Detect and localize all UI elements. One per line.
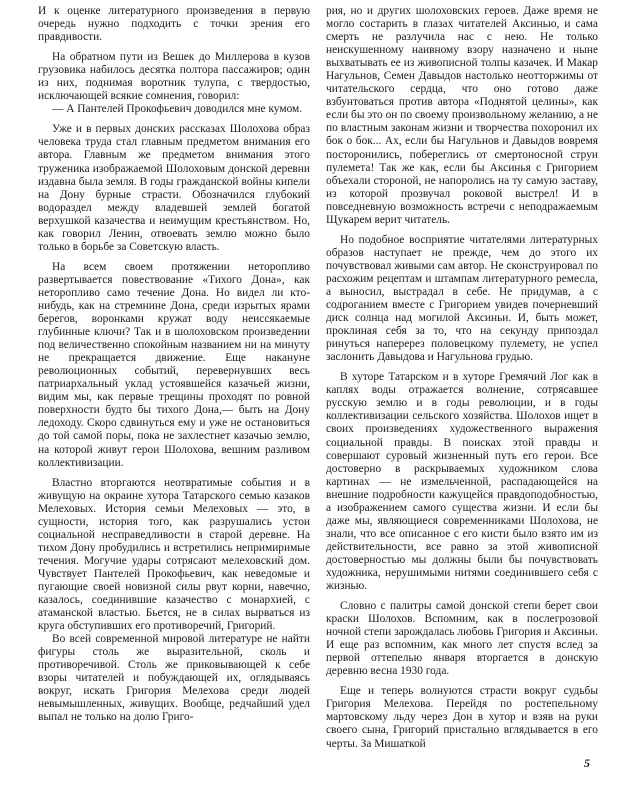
page-number: 5 — [584, 756, 590, 770]
right-text-column — [326, 5, 598, 765]
article-page — [38, 5, 598, 765]
paragraph: Словно с палитры самой донской степи берет свои краски Шолохов. Вспомним, как в послегрозовой ночной степи зарождалась любовь Григория и Аксиньи. И еще раз вспомним, как много лет спустя вслед за первой оттепелью января вторгается в донскую деревню весна 1930 года. — [326, 600, 598, 678]
paragraph: На всем своем протяжении неторопливо развертывается повествование «Тихого Дона», как неторопливо само течение Дона. Но видел ли кто-нибудь, как на стремнине Дона, среди изрытых ярами берегов, воронками кружат воду неиссякаемые глубинные ключи? Так и в шолоховском произведении под величественно спокойным названием ни на минуту не прекращается движение. Еще накануне революционных событий, перевернувших весь патриархальный уклад устоявшейся казачьей жизни, видим мы, как первые трещины проходят по ровной поверхности будто бы тихого Дона,— быть на Дону ледоходу. Скоро сдвинуться ему и уже не остановиться до той самой поры, пока не захлестнет казачью землю, на которой живут герои Шолохова, вешним разливом коллективизации. — [38, 260, 310, 469]
paragraph: рия, но и других шолоховских героев. Даже время не могло состарить в глазах читателей Аксинью, и сама смерть не разлучила нас с нею. Не только неискушенному наивному взору назначено и ныне выхватывать ее из живописной толпы казачек. И Макар Нагульнов, Семен Давыдов настолько неотторжимы от читательского сердца, что оно готово даже взбунтоваться против автора «Поднятой целины», как если бы это он по своему произвольному желанию, а не по властным законам жизни и творчества похоронил их бок о бок... Ах, если бы Нагульнов и Давыдов вовремя посторонились, побереглись от смертоносной струи пулемета! Так же как, если бы Аксинья с Григорием объехали стороной, не напоролись на ту самую заставу, из которой прозвучал роковой выстрел! И в повседневную возможность встречи с неподражаемым Щукарем верит читатель. — [326, 5, 598, 226]
paragraph: В хуторе Татарском и в хуторе Гремячий Лог как в каплях воды отражается волнение, сотрясавшее русскую землю и в годы революции, и в годы коллективизации сельского хозяйства. Шолохов ищет в своих произведениях художественного выражения социальной правды. В поисках этой правды и совершают суровый жизненный путь его герои. Все достоверно в раскрываемых художником слова картинах — не измельченной, распадающейся на внешние подробности кажущейся правдоподобностью, а изображением самого существа жизни. И если бы даже мы, являющиеся современниками Шолохова, не знали, что все описанное с его кисти было взято им из действительности, все равно за этой живописной достоверностью мы должны были бы почувствовать художника, нерушимыми нитями соединившего себя с жизнью. — [326, 371, 598, 593]
paragraph: Но подобное восприятие читателями литературных образов наступает не прежде, чем до этого их почувствовал живыми сам автор. Не сконструировал по расхожим рецептам и штампам литературного ремесла, а выносил, выстрадал в себе. Не придумав, а с содроганием вместе с Григорием увидев почерневший диск солнца над могилой Аксиньи. И, быть может, проклиная себя за то, что на секунду припоздал ринуться наперерез половецкому пулемету, не успел заслонить Давыдова и Нагульнова грудью. — [326, 233, 598, 364]
paragraph: И к оценке литературного произведения в первую очередь нужно подходить с точки зрения его правдивости. — [38, 5, 310, 44]
paragraph: Уже и в первых донских рассказах Шолохова образ человека труда стал главным предметом внимания его автора. Главным же предметом внимания этого труженика изображаемой Шолоховым донской деревни издавна была земля. В годы гражданской войны кипели на Дону бурные страсти. Обозначился глубокий водораздел между владевшей землей богатой верхушкой казачества и неимущим крестьянством. Но, как говорил Ленин, отвоевать землю можно было только в борьбе за Советскую власть. — [38, 123, 310, 253]
paragraph: На обратном пути из Вешек до Миллерова в кузов грузовика набилось десятка полтора пассажиров; один из них, поднимая воротник тулупа, с твердостью, исключающей всякие сомнения, говорил: — [38, 51, 310, 103]
paragraph: Во всей современной мировой литературе не найти фигуры столь же выразительной, сколь и противоречивой. Столь же приковывающей к себе взоры читателей и побуждающей их, оглядываясь вокруг, искать Григория Мелехова среди людей невымышленных, живущих. Вообще, редчайший удел выпал не только на долю Григо- — [38, 633, 310, 724]
paragraph: — А Пантелей Прокофьевич доводился мне кумом. — [52, 103, 303, 116]
paragraph: Властно вторгаются неотвратимые события и в живущую на окраине хутора Татарского семью казаков Мелеховых. История семьи Мелеховых — это, в сущности, история того, как разрушались устои социальной несправедливости в старой деревне. На тихом Дону пробудились и встретились непримиримые течения. Могучие удары сотрясают мелеховский дом. Чувствует Пантелей Прокофьевич, как неведомые и пугающие своей новизной силы рвут корни, навечно, казалось, соединившие казачество с монархией, с атаманской властью. Бьется, не в силах вырваться из круга обступивших его противоречий, Григорий. — [38, 476, 310, 633]
left-text-column — [38, 5, 310, 765]
paragraph: Еще и теперь волнуются страсти вокруг судьбы Григория Мелехова. Перейдя по ростепельному мартовскому льду через Дон в хутор и взяв на руки своего сына, Григорий пристально вглядывается в его черты. За Мишаткой — [326, 685, 598, 750]
